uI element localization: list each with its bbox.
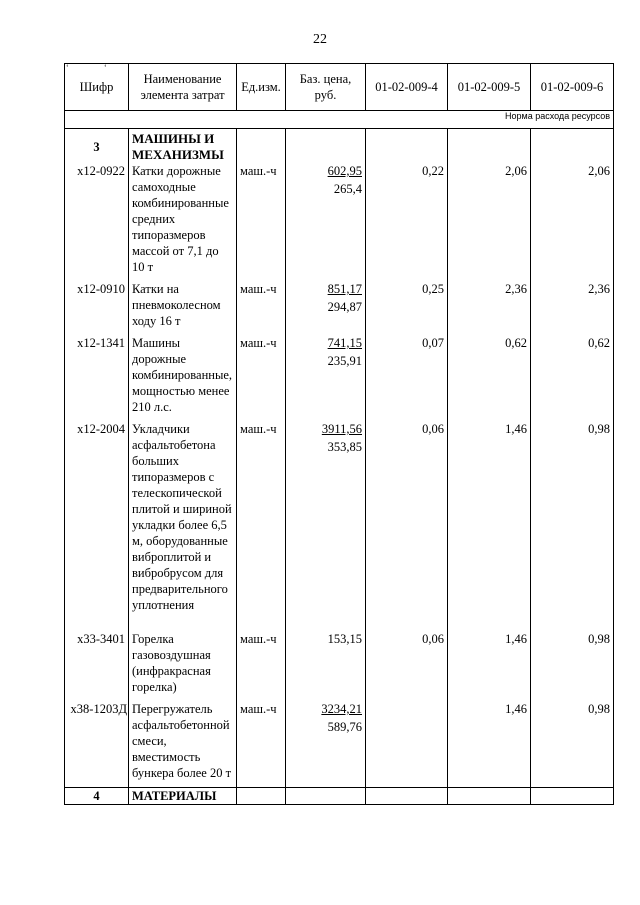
price-total: 3911,56 [321, 422, 362, 436]
row-price [286, 421, 366, 631]
header-name: Наименование элемента затрат [129, 64, 237, 111]
row-price [286, 163, 366, 281]
header-col-01-02-009-5: 01-02-009-5 [448, 64, 531, 111]
header-col-01-02-009-4: 01-02-009-4 [366, 64, 448, 111]
table-row [65, 335, 614, 421]
section-header-row [65, 129, 614, 164]
row-rate-3: 0,98 [531, 421, 614, 631]
row-rate-3: 0,62 [531, 335, 614, 421]
resource-norm-table [64, 63, 614, 805]
row-rate-1: 0,22 [366, 163, 448, 281]
row-rate-2: 1,46 [448, 631, 531, 701]
row-unit: маш.-ч [237, 163, 286, 281]
row-unit: маш.-ч [237, 281, 286, 335]
row-rate-2: 2,36 [448, 281, 531, 335]
table-row [65, 631, 614, 701]
table-header-row [65, 64, 614, 111]
section-title: МАШИНЫ И МЕХАНИЗМЫ [129, 129, 237, 164]
row-rate-1: 0,07 [366, 335, 448, 421]
row-name: Горелка газовоздушная (инфракрасная горелка) [129, 631, 237, 701]
row-price [286, 631, 366, 701]
page-number: 22 [313, 32, 327, 47]
row-code: х12-0922 [65, 163, 129, 281]
row-rate-2: 1,46 [448, 701, 531, 788]
price-wage: 353,85 [327, 440, 362, 454]
header-unit: Ед.изм. [237, 64, 286, 111]
row-unit: маш.-ч [237, 631, 286, 701]
price-wage: 235,91 [327, 354, 362, 368]
price-total: 153,15 [327, 632, 362, 646]
row-rate-1: 0,06 [366, 631, 448, 701]
row-unit: маш.-ч [237, 421, 286, 631]
row-code: х12-1341 [65, 335, 129, 421]
row-price [286, 281, 366, 335]
row-rate-1: 0,06 [366, 421, 448, 631]
table-row [65, 163, 614, 281]
price-total: 741,15 [327, 336, 362, 350]
header-price: Баз. цена, руб. [286, 64, 366, 111]
row-unit: маш.-ч [237, 335, 286, 421]
price-wage: 294,87 [327, 300, 362, 314]
row-rate-3: 2,36 [531, 281, 614, 335]
row-code: х12-2004 [65, 421, 129, 631]
price-total: 3234,21 [321, 702, 362, 716]
row-code: х33-3401 [65, 631, 129, 701]
table-row [65, 701, 614, 788]
row-code: х12-0910 [65, 281, 129, 335]
row-code: х38-1203Д [65, 701, 129, 788]
section-header-row [65, 788, 614, 805]
row-name: Машины дорожные комбинированные, мощностью менее 210 л.с. [129, 335, 237, 421]
row-rate-1: 0,25 [366, 281, 448, 335]
row-name: Катки дорожные самоходные комбинированные средних типоразмеров массой от 7,1 до 10 т [129, 163, 237, 281]
row-rate-1 [366, 701, 448, 788]
row-rate-3: 2,06 [531, 163, 614, 281]
row-name: Перегружатель асфальтобетонной смеси, вместимость бункера более 20 т [129, 701, 237, 788]
price-total: 602,95 [327, 164, 362, 178]
row-rate-2: 1,46 [448, 421, 531, 631]
row-rate-3: 0,98 [531, 631, 614, 701]
row-name: Катки на пневмоколесном ходу 16 т [129, 281, 237, 335]
header-col-01-02-009-6: 01-02-009-6 [531, 64, 614, 111]
row-name: Укладчики асфальтобетона больших типоразмеров с телескопической плитой и шириной укладки более 6,5 м, оборудованные виброплитой и вибробрусом для предварительного уплотнения [129, 421, 237, 631]
row-rate-2: 2,06 [448, 163, 531, 281]
norm-caption: Норма расхода ресурсов [65, 111, 614, 129]
price-wage: 589,76 [327, 720, 362, 734]
section-title: МАТЕРИАЛЫ [129, 788, 237, 805]
row-price [286, 335, 366, 421]
table-row [65, 421, 614, 631]
section-number: 4 [65, 788, 129, 805]
scan-mark: ‘ [66, 63, 69, 72]
row-price [286, 701, 366, 788]
row-rate-2: 0,62 [448, 335, 531, 421]
table-row [65, 281, 614, 335]
price-total: 851,17 [327, 282, 362, 296]
row-unit: маш.-ч [237, 701, 286, 788]
header-code: Шифр [65, 64, 129, 111]
norm-caption-row [65, 111, 614, 129]
price-wage: 265,4 [333, 182, 362, 196]
section-number: 3 [65, 129, 129, 164]
row-rate-3: 0,98 [531, 701, 614, 788]
scan-mark: ‘ [104, 63, 107, 72]
